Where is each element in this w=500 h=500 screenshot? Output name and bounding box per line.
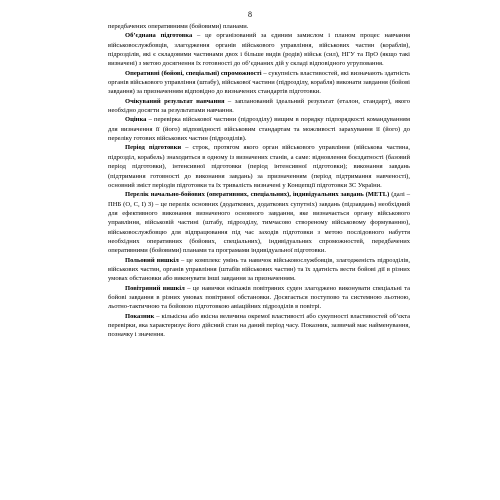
paragraph-text: – строк, протягом якого орган військового управління (військова частина, підрозділ, корабель) знаходиться в одному із визначених станів, а саме: відновлення боєздатності (базовий період підготовки), інтенсивної підготовки (період інтенсивної підготовки); виконання завдань (підтримання готовності до виконання завдань) за призначенням (період підтримання навченості), основний зміст періодів підготовки та їх тривалість визначені у Концепції підготовки ЗС України. — [108, 144, 410, 189]
term-heading: Перелік начально-бойових (оперативних, спеціальних), індивідуальних завдань (METL) — [125, 191, 390, 199]
paragraph-text: – перевірка військової частини (підрозділу) вищим в порядку підпорядкості командуванням для визначення її (його) відповідності військовим стандартам та можливості зарахування її (його) до переліку готових військових частин (підрозділів). — [108, 116, 410, 143]
paragraph-text: передбачених оперативними (бойовими) планами. — [108, 23, 249, 30]
term-heading: Об’єднана підготовка — [125, 32, 193, 40]
paragraph-text: – сукупність властивостей, які визначають здатність органів військового управління (штабу), військової частини (підрозділу, корабля) виконати завдання (бойові завдання) за призначенням відповідно до визначених стандартів підготовки. — [108, 69, 410, 96]
term-heading: Оцінка — [125, 116, 147, 124]
paragraph-operational-capabilities — [108, 69, 410, 97]
paragraph-text: – це комплекс умінь та навичок військовослужбовців, злагодженість підрозділів, військових частин, органів управління (штабів військових частин) та їх здатність вести бойові дії в різних умовах обстановки або виконувати інші завдання за призначенням. — [108, 256, 411, 283]
paragraph-text: – це навички екіпажів повітряних суден злагоджено виконувати спеціальні та бойові завдання в різних умовах повітряної обстановки. Досягається поступово та системною льотною, льотно-тактичною та бойовою підготовкою авіаційних підрозділів в повітрі. — [108, 284, 410, 311]
term-heading: Повітряний вишкіл — [125, 284, 185, 292]
page-body — [108, 22, 410, 340]
paragraph-text: – запланований ідеальний результат (еталон, стандарт), якого необхідно досягти за результатами навчання. — [108, 97, 410, 115]
paragraph-assessment — [108, 115, 410, 143]
paragraph-training-period — [108, 143, 410, 190]
paragraph-indicator — [108, 312, 410, 340]
paragraph-field-training — [108, 256, 410, 284]
term-heading: Очікуваний результат навчання — [125, 97, 225, 105]
paragraph-air-training — [108, 284, 410, 312]
paragraph-text: (далі – ПНБ (О, С, І) З) – це перелік основних (додаткових, додаткових супутніх) завдань (підзавдань) необхідний для ефективного виконання визначеного основного завдання, яке визначається органу військового управління, військовій частині (штабу, підрозділу, тимчасово створеному військовому формуванню), військовослужбовцю для відпрацювання під час заходів підготовки з метою послідовного набуття необхідних оперативних (бойових, спеціальних), індивідуальних спроможностей, передбачених оперативними (бойовими) планами та програмами індивідуальної підготовки. — [108, 191, 410, 255]
term-heading: Період підготовки — [125, 144, 182, 152]
page-number: 8 — [248, 10, 252, 19]
paragraph-metl — [108, 190, 410, 255]
paragraph-text: – це організований за єдиним замислом і планом процес навчання військовослужбовців, злагодження органів військового управління, військових частин (кораблів), підрозділів, які є складовими частинами двох і більше видів (родів) військ (сил), НГУ та ПрО (якщо такі визначені) з метою досягнення їх готовності до об’єднаних дій у складі відповідного угруповання. — [108, 32, 410, 68]
paragraph-continuation — [108, 22, 410, 31]
paragraph-joint-training — [108, 31, 410, 68]
paragraph-expected-result — [108, 97, 410, 116]
term-heading: Показник — [125, 312, 155, 320]
term-heading: Оперативні (бойові, спеціальні) спроможності — [125, 69, 262, 77]
term-heading: Польовий вишкіл — [125, 256, 179, 264]
paragraph-text: – кількісна або якісна величина окремої властивості або сукупності властивостей об’єкта перевірки, яка характеризує його дійсний стан на даний період часу. Показник, зазвичай має найменування, позначку і значення. — [108, 312, 410, 339]
